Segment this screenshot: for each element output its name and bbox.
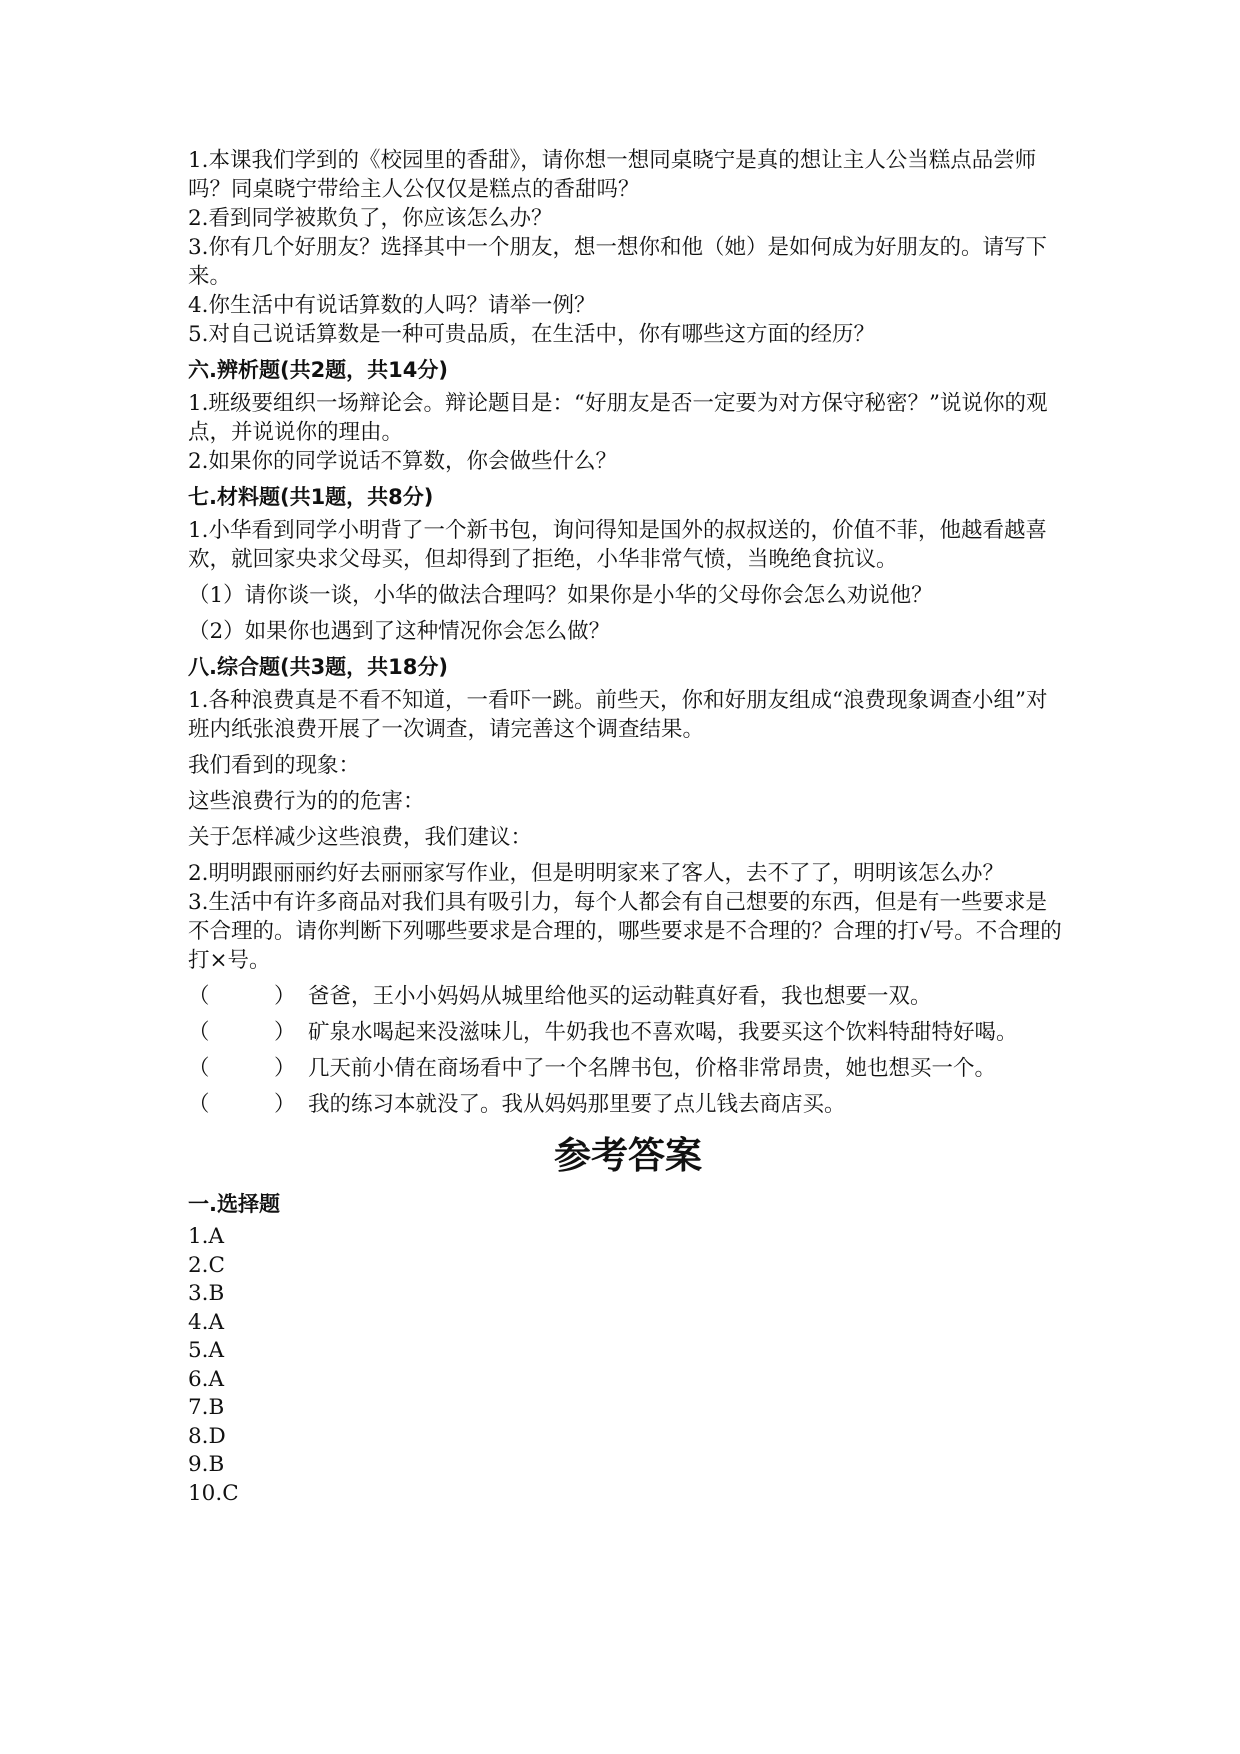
answer-blank[interactable]: （ ） — [188, 1056, 296, 1081]
judge-item-text: 我的练习本就没了。我从妈妈那里要了点儿钱去商店买。 — [308, 1092, 846, 1117]
answer-item: 3.B — [188, 1281, 225, 1306]
answer-item: 10.C — [188, 1480, 239, 1506]
section7-heading: 七.材料题(共1题，共8分) — [188, 485, 434, 509]
section6-heading: 六.辨析题(共2题，共14分) — [188, 358, 449, 382]
answer-blank[interactable]: （ ） — [188, 1092, 296, 1117]
answer-item: 9.B — [188, 1452, 225, 1477]
exam-page — [188, 146, 1068, 1508]
judge-item — [188, 1054, 1068, 1083]
question-7-1-sub2: （2）如果你也遇到了这种情况你会怎么做？ — [188, 619, 611, 644]
question-8-1-line2: 这些浪费行为的的危害： — [188, 789, 425, 814]
judge-item-text: 几天前小倩在商场看中了一个名牌书包，价格非常昂贵，她也想买一个。 — [308, 1056, 997, 1081]
question-8-1-line3: 关于怎样减少这些浪费，我们建议： — [188, 825, 533, 850]
answer-item: 5.A — [188, 1338, 225, 1363]
question-5-5: 5.对自己说话算数是一种可贵品质，在生活中，你有哪些这方面的经历？ — [188, 322, 876, 347]
question-5-1: 1.本课我们学到的《校园里的香甜》，请你想一想同桌晓宁是真的想让主人公当糕点品尝师吗？同桌晓宁带给主人公仅仅是糕点的香甜吗？ — [188, 148, 1037, 202]
question-8-1-line1: 我们看到的现象： — [188, 753, 361, 778]
judge-item — [188, 1018, 1068, 1047]
question-6-1: 1.班级要组织一场辩论会。辩论题目是：“好朋友是否一定要为对方保守秘密？”说说你的观点，并说说你的理由。 — [188, 391, 1048, 445]
answer-item: 2.C — [188, 1252, 225, 1278]
question-7-1-sub1: （1）请你谈一谈，小华的做法合理吗？如果你是小华的父母你会怎么劝说他？ — [188, 583, 933, 608]
judge-item-text: 爸爸，王小小妈妈从城里给他买的运动鞋真好看，我也想要一双。 — [308, 984, 932, 1009]
question-5-4: 4.你生活中有说话算数的人吗？请举一例？ — [188, 293, 596, 318]
answer-item: 4.A — [188, 1309, 225, 1335]
question-8-1: 1.各种浪费真是不看不知道，一看吓一跳。前些天，你和好朋友组成“浪费现象调查小组”对班内纸张浪费开展了一次调查，请完善这个调查结果。 — [188, 688, 1048, 742]
section8-heading: 八.综合题(共3题，共18分) — [188, 655, 449, 679]
answers-title: 参考答案 — [554, 1134, 702, 1177]
question-8-3: 3.生活中有许多商品对我们具有吸引力，每个人都会有自己想要的东西，但是有一些要求是不合理的。请你判断下列哪些要求是合理的，哪些要求是不合理的？合理的打√号。不合理的打×号。 — [188, 890, 1062, 973]
question-8-2: 2.明明跟丽丽约好去丽丽家写作业，但是明明家来了客人，去不了了，明明该怎么办？ — [188, 861, 1005, 886]
judge-item — [188, 982, 1068, 1011]
answer-item: 6.A — [188, 1366, 225, 1392]
answers-list — [188, 1223, 1068, 1508]
judge-item — [188, 1090, 1068, 1119]
question-6-2: 2.如果你的同学说话不算数，你会做些什么？ — [188, 449, 618, 474]
answer-item: 1.A — [188, 1224, 225, 1249]
judge-item-text: 矿泉水喝起来没滋味儿，牛奶我也不喜欢喝，我要买这个饮料特甜特好喝。 — [308, 1020, 1018, 1045]
answer-blank[interactable]: （ ） — [188, 984, 296, 1009]
question-7-1: 1.小华看到同学小明背了一个新书包，询问得知是国外的叔叔送的，价值不菲，他越看越喜欢，就回家央求父母买，但却得到了拒绝，小华非常气愤，当晚绝食抗议。 — [188, 518, 1048, 572]
question-5-3: 3.你有几个好朋友？选择其中一个朋友，想一想你和他（她）是如何成为好朋友的。请写下来。 — [188, 235, 1048, 289]
answer-item: 7.B — [188, 1395, 225, 1420]
section5-questions — [188, 146, 1068, 349]
answer-item: 8.D — [188, 1423, 226, 1449]
answer-blank[interactable]: （ ） — [188, 1020, 296, 1045]
question-5-2: 2.看到同学被欺负了，你应该怎么办？ — [188, 206, 553, 231]
answers-section1-heading: 一.选择题 — [188, 1192, 280, 1216]
